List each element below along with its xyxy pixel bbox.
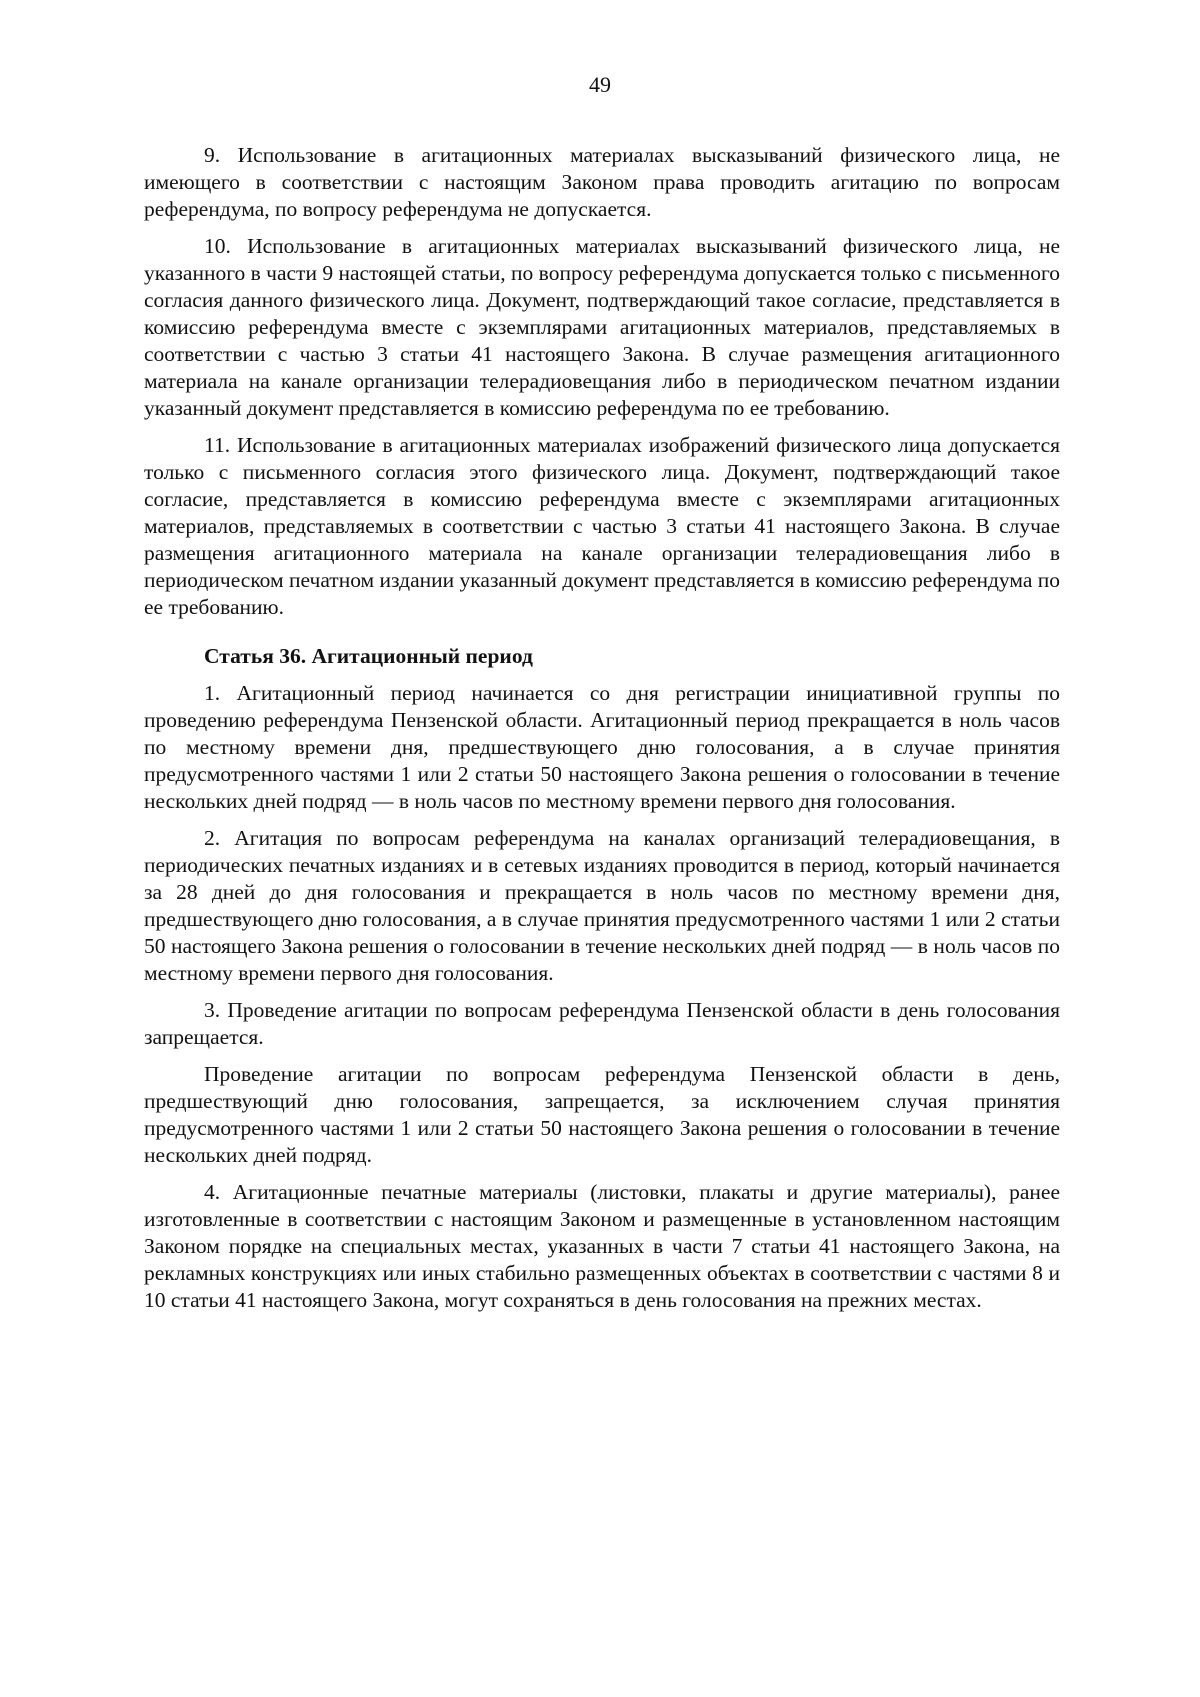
paragraph-article-36-part-3-continued: Проведение агитации по вопросам референдума Пензенской области в день, предшествующий дню голосования, запрещается, за исключением случая принятия предусмотренного частями 1 или 2 статьи 50 настоящего Закона решения о голосовании в течение нескольких дней подряд. <box>144 1062 1060 1167</box>
paragraph-part-11: 11. Использование в агитационных материалах изображений физического лица допускается только с письменного согласия этого физического лица. Документ, подтверждающий такое согласие, представляется в комиссию референдума вместе с экземплярами агитационных материалов, представляемых в соответствии с частью 3 статьи 41 настоящего Закона. В случае размещения агитационного материала на канале организации телерадиовещания либо в периодическом печатном издании указанный документ представляется в комиссию референдума по ее требованию. <box>144 433 1060 619</box>
article-36-heading: Статья 36. Агитационный период <box>204 644 533 668</box>
page-number: 49 <box>589 72 611 97</box>
paragraph-article-36-part-3: 3. Проведение агитации по вопросам референдума Пензенской области в день голосования запрещается. <box>144 998 1060 1049</box>
paragraph-article-36-part-1: 1. Агитационный период начинается со дня регистрации инициативной группы по проведению референдума Пензенской области. Агитационный период прекращается в ноль часов по местному времени дня, предшествующего дню голосования, а в случае принятия предусмотренного частями 1 или 2 статьи 50 настоящего Закона решения о голосовании в течение нескольких дней подряд — в ноль часов по местному времени первого дня голосования. <box>144 681 1060 813</box>
paragraph-article-36-part-2: 2. Агитация по вопросам референдума на каналах организаций телерадиовещания, в периодических печатных изданиях и в сетевых изданиях проводится в период, который начинается за 28 дней до дня голосования и прекращается в ноль часов по местному времени дня, предшествующего дню голосования, а в случае принятия предусмотренного частями 1 или 2 статьи 50 настоящего Закона решения о голосовании в течение нескольких дней подряд — в ноль часов по местному времени первого дня голосования. <box>144 826 1060 985</box>
paragraph-article-36-part-4: 4. Агитационные печатные материалы (листовки, плакаты и другие материалы), ранее изготовленные в соответствии с настоящим Законом и размещенные в установленном настоящим Законом порядке на специальных местах, указанных в части 7 статьи 41 настоящего Закона, на рекламных конструкциях или иных стабильно размещенных объектах в соответствии с частями 8 и 10 статьи 41 настоящего Закона, могут сохраняться в день голосования на прежних местах. <box>144 1180 1060 1312</box>
document-body <box>144 142 1060 1324</box>
paragraph-part-9: 9. Использование в агитационных материалах высказываний физического лица, не имеющего в соответствии с настоящим Законом права проводить агитацию по вопросам референдума, по вопросу референдума не допускается. <box>144 143 1060 221</box>
paragraph-part-10: 10. Использование в агитационных материалах высказываний физического лица, не указанного в части 9 настоящей статьи, по вопросу референдума допускается только с письменного согласия данного физического лица. Документ, подтверждающий такое согласие, представляется в комиссию референдума вместе с экземплярами агитационных материалов, представляемых в соответствии с частью 3 статьи 41 настоящего Закона. В случае размещения агитационного материала на канале организации телерадиовещания либо в периодическом печатном издании указанный документ представляется в комиссию референдума по ее требованию. <box>144 234 1060 420</box>
